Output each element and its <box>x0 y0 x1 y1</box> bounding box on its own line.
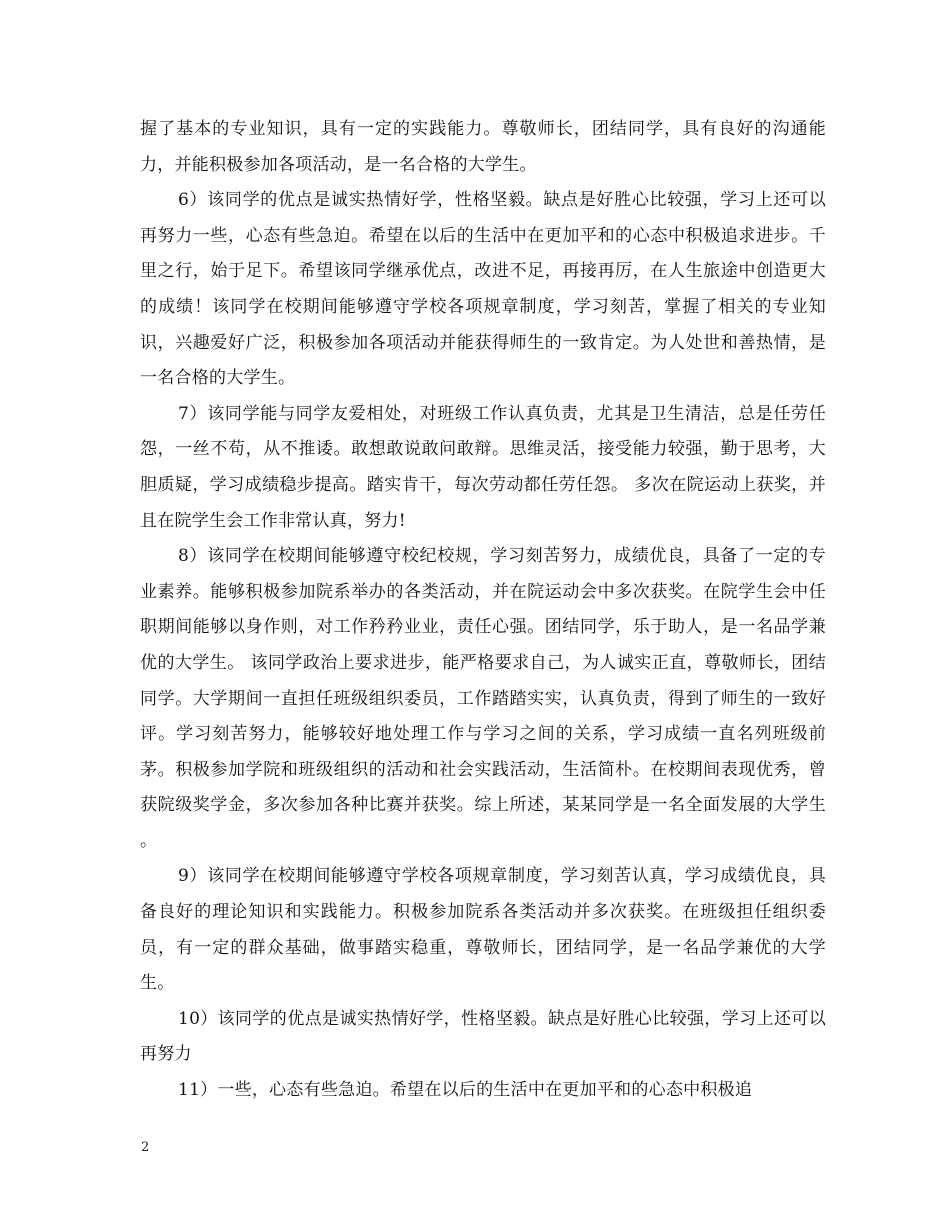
body-text <box>140 112 826 1109</box>
page-number: 2 <box>141 1140 150 1155</box>
paragraph-item-6: 6）该同学的优点是诚实热情好学，性格坚毅。缺点是好胜心比较强，学习上还可以再努力一些，心态有些急迫。希望在以后的生活中在更加平和的心态中积极追求进步。千里之行，始于足下。希望该同学继承优点，改进不足，再接再厉，在人生旅途中创造更大的成绩！该同学在校期间能够遵守学校各项规章制度，学习刻苦，掌握了相关的专业知识，兴趣爱好广泛，积极参加各项活动并能获得师生的一致肯定。为人处世和善热情，是一名合格的大学生。 <box>140 190 826 389</box>
paragraph-item-10: 10）该同学的优点是诚实热情好学，性格坚毅。缺点是好胜心比较强，学习上还可以再努力 <box>140 1008 826 1065</box>
paragraph-item-7: 7）该同学能与同学友爱相处，对班级工作认真负责，尤其是卫生清洁，总是任劳任怨，一丝不苟，从不推诿。敢想敢说敢问敢辩。思维灵活，接受能力较强，勤于思考，大胆质疑，学习成绩稳步提高。踏实肯干，每次劳动都任劳任怨。 多次在院运动上获奖，并且在院学生会工作非常认真，努力! <box>140 403 826 531</box>
paragraph-item-9: 9）该同学在校期间能够遵守学校各项规章制度，学习刻苦认真，学习成绩优良，具备良好的理论知识和实践能力。积极参加院系各类活动并多次获奖。在班级担任组织委员，有一定的群众基础，做事踏实稳重，尊敬师长，团结同学，是一名品学兼优的大学生。 <box>140 866 826 994</box>
paragraph-item-11: 11）一些，心态有些急迫。希望在以后的生活中在更加平和的心态中积极追 <box>178 1080 753 1101</box>
paragraph-item-8: 8）该同学在校期间能够遵守校纪校规，学习刻苦努力，成绩优良，具备了一定的专业素养。能够积极参加院系举办的各类活动，并在院运动会中多次获奖。在院学生会中任职期间能够以身作则，对工作矜矜业业，责任心强。团结同学，乐于助人，是一名品学兼优的大学生。 该同学政治上要求进步，能严格要求自己，为人诚实正直，尊敬师长，团结同学。大学期间一直担任班级组织委员，工作踏踏实实，认真负责，得到了师生的一致好评。学习刻苦努力，能够较好地处理工作与学习之间的关系，学习成绩一直名列班级前茅。积极参加学院和班级组织的活动和社会实践活动，生活简朴。在校期间表现优秀，曾获院级奖学金，多次参加各种比赛并获奖。综上所述，某某同学是一名全面发展的大学生 。 <box>140 546 826 851</box>
paragraph-continued: 握了基本的专业知识，具有一定的实践能力。尊敬师长，团结同学，具有良好的沟通能力，并能积极参加各项活动，是一名合格的大学生。 <box>140 119 826 175</box>
